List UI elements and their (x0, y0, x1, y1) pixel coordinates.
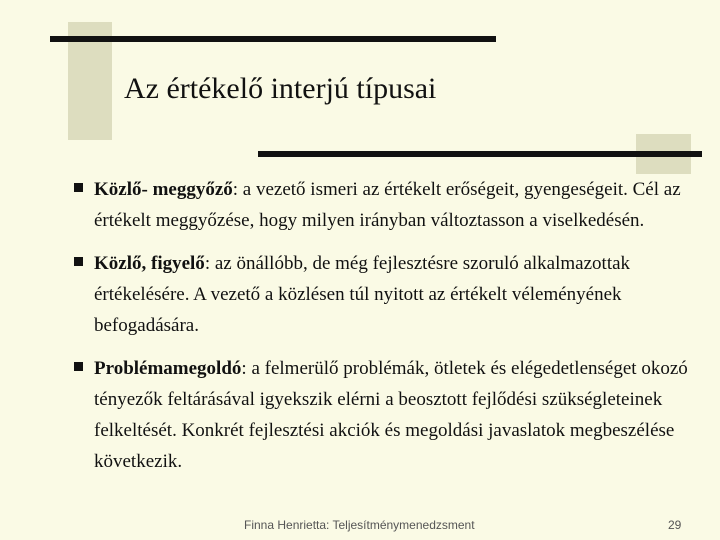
title-rule-bottom (258, 151, 702, 157)
bullet-term: Problémamegoldó (94, 358, 242, 379)
bullet-item (72, 353, 692, 477)
bullet-item (72, 248, 692, 341)
slide-title: Az értékelő interjú típusai (124, 72, 437, 105)
bullet-text: : a vezető ismeri az értékelt erőségeit, gyengeségeit. Cél az értékelt meggyőzése, hogy milyen irányban változtasson a viselkedésén. (94, 179, 681, 231)
bullet-list (72, 174, 692, 489)
bullet-term: Közlő- meggyőző (94, 179, 233, 200)
square-bullet-icon (74, 362, 83, 371)
square-bullet-icon (74, 183, 83, 192)
bullet-text: : az önállóbb, de még fejlesztésre szoruló alkalmazottak értékelésére. A vezető a közlésen túl nyitott az értékelt véleményének befogadására. (94, 253, 631, 336)
bullet-item (72, 174, 692, 236)
footer-text: Finna Henrietta: Teljesítménymenedzsment (244, 518, 475, 532)
bullet-term: Közlő, figyelő (94, 253, 205, 274)
page-number: 29 (668, 518, 682, 532)
square-bullet-icon (74, 257, 83, 266)
title-rule-top (50, 36, 496, 42)
bullet-text: : a felmerülő problémák, ötletek és elégedetlenséget okozó tényezők feltárásával igyekszik elérni a beosztott fejlődési szükségleteinek felkeltését. Konkrét fejlesztési akciók és megoldási javaslatok megbeszélése következik. (94, 358, 688, 472)
